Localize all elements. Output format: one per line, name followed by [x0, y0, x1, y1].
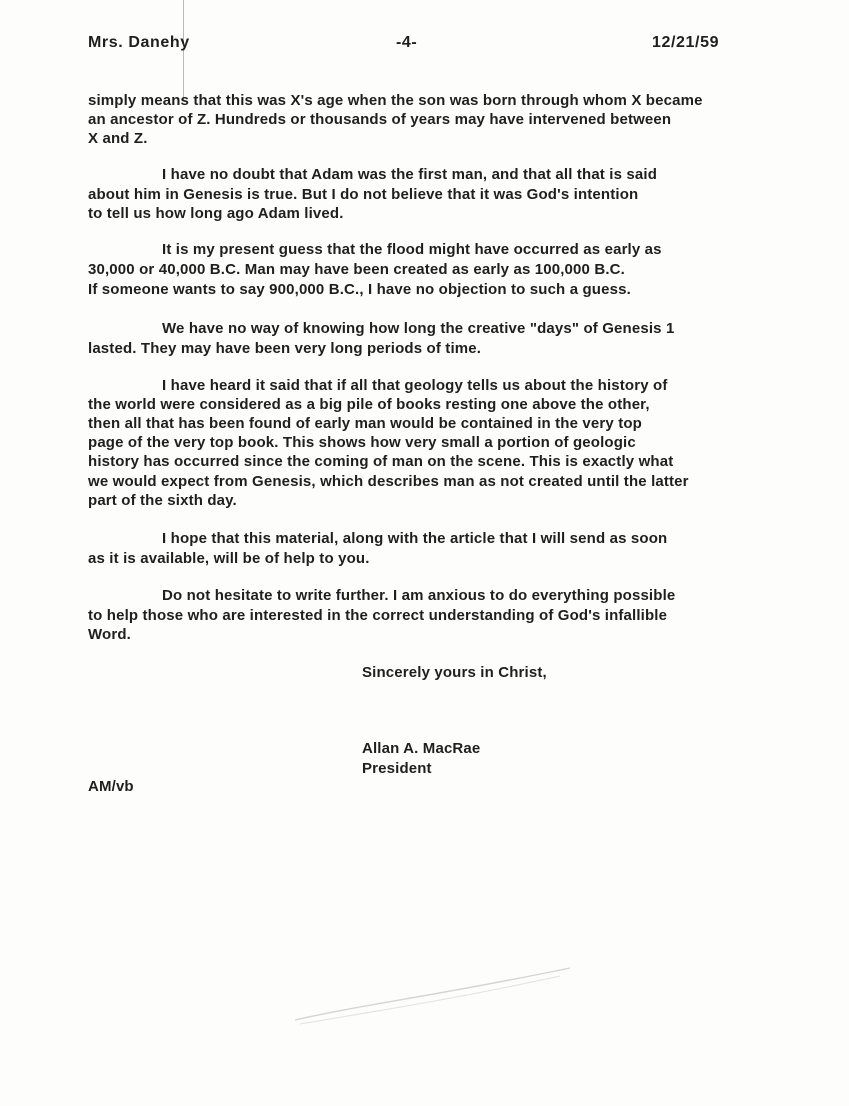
text-line: history has occurred since the coming of man on the scene. This is exactly what [88, 453, 674, 470]
scan-smudge [290, 960, 580, 1030]
text-line: to help those who are interested in the correct understanding of God's infallible [88, 607, 668, 624]
letter-date: 12/21/59 [652, 34, 720, 51]
text-line: we would expect from Genesis, which describes man as not created until the latter [88, 473, 689, 490]
typist-initials: AM/vb [88, 778, 134, 795]
text-line: We have no way of knowing how long the creative "days" of Genesis 1 [162, 320, 675, 337]
text-line: Word. [88, 626, 131, 643]
recipient-name: Mrs. Danehy [88, 34, 190, 51]
page-number: -4- [396, 34, 418, 51]
text-line: an ancestor of Z. Hundreds or thousands of years may have intervened between [88, 111, 672, 128]
text-line: 30,000 or 40,000 B.C. Man may have been created as early as 100,000 B.C. [88, 261, 625, 278]
text-line: page of the very top book. This shows how very small a portion of geologic [88, 434, 636, 451]
text-line: as it is available, will be of help to you. [88, 550, 370, 567]
text-line: I have no doubt that Adam was the first man, and that all that is said [162, 166, 658, 183]
text-line: I hope that this material, along with the article that I will send as soon [162, 530, 668, 547]
text-line: lasted. They may have been very long periods of time. [88, 340, 482, 357]
signer-title: President [362, 760, 432, 777]
text-line: simply means that this was X's age when the son was born through whom X became [88, 92, 703, 109]
text-line: If someone wants to say 900,000 B.C., I have no objection to such a guess. [88, 281, 631, 298]
text-line: It is my present guess that the flood might have occurred as early as [162, 241, 662, 258]
text-line: Do not hesitate to write further. I am anxious to do everything possible [162, 587, 676, 604]
closing-salutation: Sincerely yours in Christ, [362, 664, 547, 681]
text-line: then all that has been found of early man would be contained in the very top [88, 415, 642, 432]
text-line: X and Z. [88, 130, 148, 147]
text-line: part of the sixth day. [88, 492, 237, 509]
signer-name: Allan A. MacRae [362, 740, 481, 757]
text-line: to tell us how long ago Adam lived. [88, 205, 344, 222]
text-line: about him in Genesis is true. But I do not believe that it was God's intention [88, 186, 639, 203]
text-line: I have heard it said that if all that geology tells us about the history of [162, 377, 668, 394]
text-line: the world were considered as a big pile of books resting one above the other, [88, 396, 650, 413]
